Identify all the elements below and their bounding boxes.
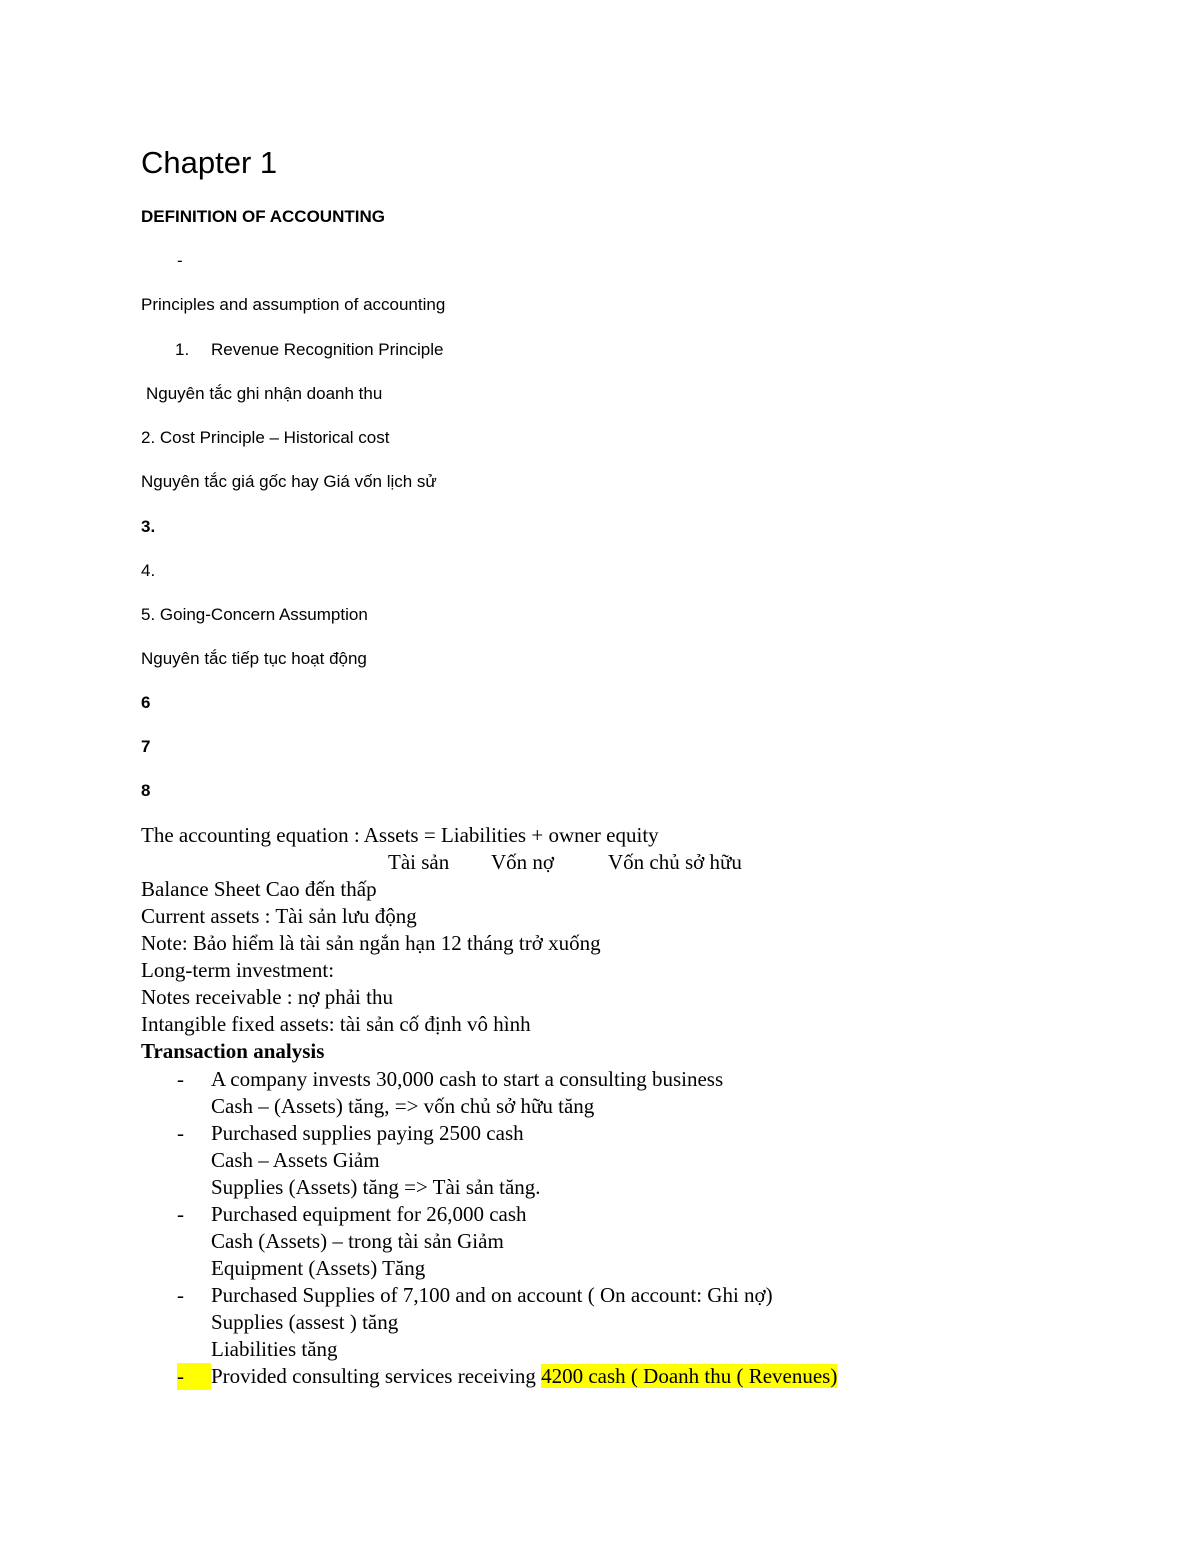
transaction-line-highlighted xyxy=(211,1363,837,1390)
note-line: Long-term investment: xyxy=(141,958,335,982)
item5-title: 5. Going-Concern Assumption xyxy=(141,605,368,624)
transaction-bullet: - xyxy=(177,1202,184,1226)
equation-liabilities-vi: Vốn nợ xyxy=(491,850,555,874)
empty-bullet: - xyxy=(177,251,183,270)
transaction-line: Cash – Assets Giảm xyxy=(211,1148,380,1172)
item8-number: 8 xyxy=(141,781,151,800)
transaction-bullet: - xyxy=(177,1283,184,1307)
note-line: Intangible fixed assets: tài sản cố định vô hình xyxy=(141,1012,531,1036)
note-line: Notes receivable : nợ phải thu xyxy=(141,985,393,1009)
transaction-line: Liabilities tăng xyxy=(211,1337,338,1361)
transaction-line: Equipment (Assets) Tăng xyxy=(211,1256,426,1280)
revenue-highlight: 4200 cash ( Doanh thu ( Revenues) xyxy=(541,1364,838,1388)
transaction-line: Supplies (Assets) tăng => Tài sản tăng. xyxy=(211,1175,541,1199)
principles-heading: Principles and assumption of accounting xyxy=(141,295,446,314)
transaction-line: A company invests 30,000 cash to start a consulting business xyxy=(211,1067,724,1091)
item6-number: 6 xyxy=(141,693,151,712)
transaction-line: Purchased Supplies of 7,100 and on account ( On account: Ghi nợ) xyxy=(211,1283,773,1307)
item2-vietnamese: Nguyên tắc giá gốc hay Giá vốn lịch sử xyxy=(141,472,437,491)
note-line: Balance Sheet Cao đến thấp xyxy=(141,877,377,901)
item2-title: 2. Cost Principle – Historical cost xyxy=(141,428,390,447)
item1-title: Revenue Recognition Principle xyxy=(211,340,444,359)
equation-equity-vi: Vốn chủ sở hữu xyxy=(608,850,742,874)
transaction-bullet: - xyxy=(177,1121,184,1145)
item4-number: 4. xyxy=(141,561,156,580)
item3-number: 3. xyxy=(141,517,156,536)
transaction-heading: Transaction analysis xyxy=(141,1039,325,1063)
chapter-title: Chapter 1 xyxy=(141,145,278,180)
transaction-line: Purchased supplies paying 2500 cash xyxy=(211,1121,524,1145)
item5-vietnamese: Nguyên tắc tiếp tục hoạt động xyxy=(141,649,367,668)
transaction-line: Cash – (Assets) tăng, => vốn chủ sở hữu tăng xyxy=(211,1094,595,1118)
note-line: Current assets : Tài sản lưu động xyxy=(141,904,417,928)
transaction-bullet-highlighted: - xyxy=(177,1363,211,1390)
accounting-equation: The accounting equation : Assets = Liabilities + owner equity xyxy=(141,823,659,847)
note-line: Note: Bảo hiểm là tài sản ngắn hạn 12 tháng trở xuống xyxy=(141,931,601,955)
item7-number: 7 xyxy=(141,737,151,756)
transaction-line: Purchased equipment for 26,000 cash xyxy=(211,1202,527,1226)
item1-number: 1. xyxy=(175,340,190,359)
transaction-line: Supplies (assest ) tăng xyxy=(211,1310,399,1334)
transaction-line: Cash (Assets) – trong tài sản Giảm xyxy=(211,1229,504,1253)
section-heading-definition: DEFINITION OF ACCOUNTING xyxy=(141,207,385,226)
transaction-bullet: - xyxy=(177,1067,184,1091)
equation-assets-vi: Tài sản xyxy=(388,850,450,874)
item1-vietnamese: Nguyên tắc ghi nhận doanh thu xyxy=(146,384,383,403)
transaction-line-plain: Provided consulting services receiving xyxy=(211,1364,542,1388)
